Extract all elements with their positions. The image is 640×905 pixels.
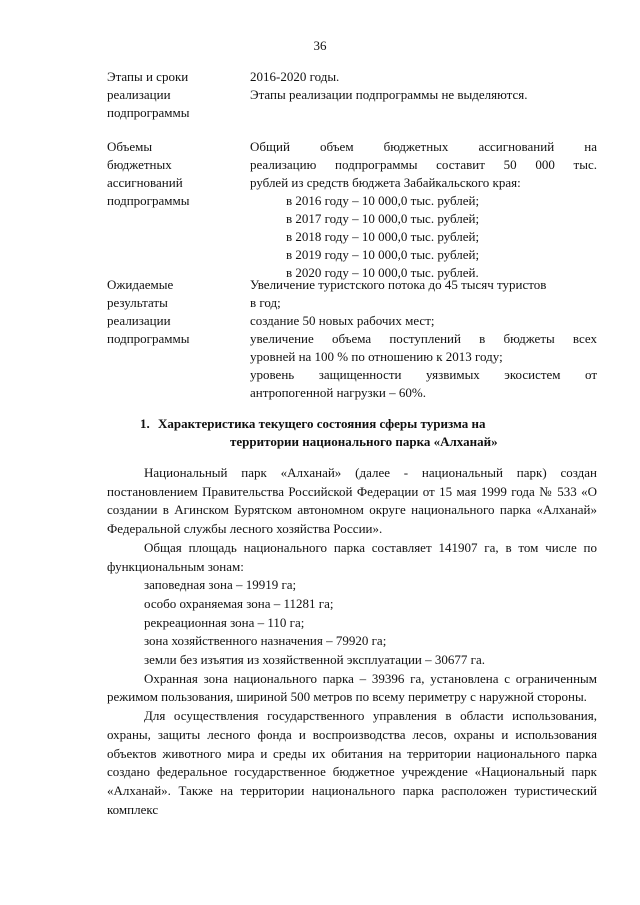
row-label: Этапы и сроки реализации подпрограммы [107, 69, 190, 120]
list-item: в 2016 году – 10 000,0 тыс. рублей; [286, 193, 480, 208]
section-title-line-2: территории национального парка «Алханай» [230, 434, 498, 449]
section-number: 1. [140, 416, 150, 431]
list-item: зона хозяйственного назначения – 79920 га; [144, 633, 387, 649]
list-item: особо охраняемая зона – 11281 га; [144, 595, 334, 611]
paragraph: Охранная зона национального парка – 39396 га, установлена с ограниченным режимом пользования, шириной 500 метров по всему периметру с наружной стороны. [107, 670, 597, 705]
list-item: в 2018 году – 10 000,0 тыс. рублей; [286, 229, 480, 244]
list-item: заповедная зона – 19919 га; [144, 577, 297, 593]
row-label: Объемы бюджетных ассигнований подпрограммы [107, 139, 190, 208]
list-item: земли без изъятия из хозяйственной эксплуатации – 30677 га. [144, 652, 485, 668]
page-number: 36 [313, 38, 327, 53]
body-text [107, 464, 597, 819]
paragraph: Национальный парк «Алханай» (далее - национальный парк) создан постановлением Правительства Российской Федерации от 15 мая 1999 года № 533 «О создании в Агинском Бурятском автономном округе национального парка «Алханай» Федеральной службы лесного хозяйства России». [107, 465, 597, 537]
paragraph: Общая площадь национального парка составляет 141907 га, в том числе по функциональным зонам: [107, 539, 597, 574]
row-value: 2016-2020 годы. Этапы реализации подпрограммы не выделяются. [250, 69, 528, 102]
list-item: в 2017 году – 10 000,0 тыс. рублей; [286, 211, 480, 226]
row-value: Увеличение туристского потока до 45 тысяч туристов в год; создание 50 новых рабочих мест; увеличение объема поступлений в бюджеты всех уровней на 100 % по отношению к 2013 году; уровень защищенности уязвимых экосистем от антропогенной нагрузки – 60%. [250, 277, 597, 400]
list-item: рекреационная зона – 110 га; [144, 614, 305, 630]
list-item: в 2019 году – 10 000,0 тыс. рублей; [286, 247, 480, 262]
list-item: в 2020 году – 10 000,0 тыс. рублей. [286, 265, 479, 280]
row-value: Общий объем бюджетных ассигнований на реализацию подпрограммы составит 50 000 тыс. рублей из средств бюджета Забайкальского края: в 2016 году – 10 000,0 тыс. рублей; в 2017 году – 10 000,0 тыс. рублей; в 2018 году – 10 000,0 тыс. рублей; в 2019 году – 10 000,0 тыс. рублей; в 2020 году – 10 000,0 тыс. рублей. [250, 139, 597, 280]
row-label: Ожидаемые результаты реализации подпрограммы [107, 277, 190, 346]
section-title-line-1: Характеристика текущего состояния сферы туризма на [158, 416, 486, 431]
paragraph: Для осуществления государственного управления в области использования, охраны, защиты лесного фонда и воспроизводства лесов, охраны и использования объектов животного мира и среды их обитания на территории национального парка создано федеральное государственное бюджетное учреждение «Национальный парк «Алханай». Также на территории национального парка расположен туристический комплекс [107, 708, 597, 817]
budget-years-list [250, 192, 597, 282]
